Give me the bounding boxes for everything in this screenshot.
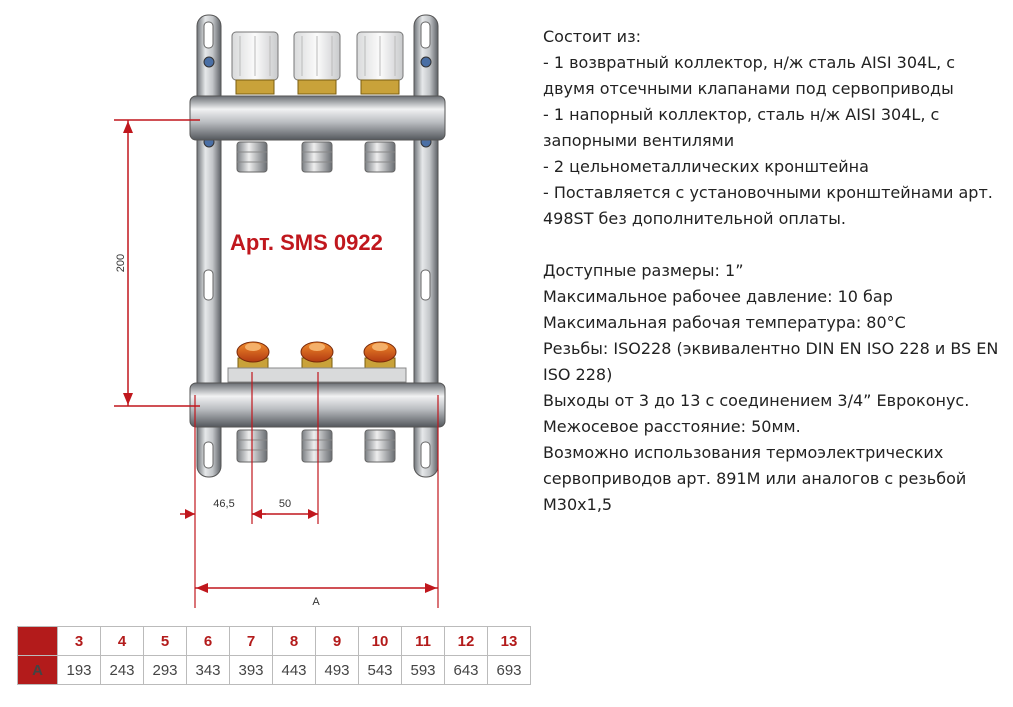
corner-cell — [18, 627, 58, 656]
a-value-cell: 543 — [359, 656, 402, 685]
article-label: Арт. SMS 0922 — [230, 230, 383, 255]
a-value-cell: 593 — [402, 656, 445, 685]
lower-valve-caps — [228, 342, 406, 382]
row-label-cell: A — [18, 656, 58, 685]
spec-line: Состоит из: — [543, 27, 641, 46]
outlet-count-cell: 10 — [359, 627, 402, 656]
spec-line: - 1 возвратный коллектор, н/ж сталь AISI 304L, с двумя отсечными клапанами под сервоприводы — [543, 53, 956, 98]
spec-line: Межосевое расстояние: 50мм. — [543, 417, 801, 436]
spec-line: Максимальное рабочее давление: 10 бар — [543, 287, 893, 306]
spec-line: - 2 цельнометаллических кронштейна — [543, 157, 869, 176]
spacing-dimension-label: 50 — [278, 498, 292, 510]
upper-outlets — [237, 142, 395, 172]
spec-line: Возможно использования термоэлектрических сервоприводов арт. 891M или аналогов с резьбой M30x1,5 — [543, 443, 967, 514]
offset-dimension — [180, 498, 266, 519]
outlet-count-cell: 7 — [230, 627, 273, 656]
spec-line: - 1 напорный коллектор, сталь н/ж AISI 304L, с запорными вентилями — [543, 105, 940, 150]
specification-text — [543, 24, 1005, 518]
spec-gap — [543, 232, 1005, 258]
outlets-row — [18, 627, 531, 656]
spec-line: Максимальная рабочая температура: 80°C — [543, 313, 906, 332]
upper-valve-heads — [232, 32, 403, 94]
outlet-count-cell: 5 — [144, 627, 187, 656]
a-value-cell: 393 — [230, 656, 273, 685]
outlet-count-cell: 3 — [58, 627, 101, 656]
height-dimension — [114, 120, 200, 406]
outlet-count-cell: 12 — [445, 627, 488, 656]
height-dimension-label: 200 — [115, 253, 127, 273]
spec-line: Выходы от 3 до 13 с соединением 3/4” Евроконус. — [543, 391, 970, 410]
spec-line: - Поставляется с установочными кронштейнами арт. 498ST без дополнительной оплаты. — [543, 183, 993, 228]
a-value-cell: 643 — [445, 656, 488, 685]
a-value-cell: 343 — [187, 656, 230, 685]
outlet-count-cell: 8 — [273, 627, 316, 656]
offset-dimension-label: 46,5 — [213, 498, 235, 510]
spec-line: Резьбы: ISO228 (эквивалентно DIN EN ISO 228 и BS EN ISO 228) — [543, 339, 999, 384]
spec-line: Доступные размеры: 1” — [543, 261, 744, 280]
outlet-count-cell: 4 — [101, 627, 144, 656]
outlet-count-cell: 6 — [187, 627, 230, 656]
sizes-table — [17, 626, 531, 685]
a-value-cell: 693 — [488, 656, 531, 685]
a-values-row — [18, 656, 531, 685]
total-dimension-label: A — [312, 596, 320, 608]
outlet-count-cell: 11 — [402, 627, 445, 656]
a-value-cell: 193 — [58, 656, 101, 685]
outlet-count-cell: 13 — [488, 627, 531, 656]
manifold-diagram — [0, 0, 530, 620]
outlet-count-cell: 9 — [316, 627, 359, 656]
lower-outlets — [237, 430, 395, 462]
total-dimension — [195, 583, 438, 608]
a-value-cell: 443 — [273, 656, 316, 685]
a-value-cell: 293 — [144, 656, 187, 685]
upper-collector-pipe — [190, 96, 445, 140]
a-value-cell: 243 — [101, 656, 144, 685]
a-value-cell: 493 — [316, 656, 359, 685]
